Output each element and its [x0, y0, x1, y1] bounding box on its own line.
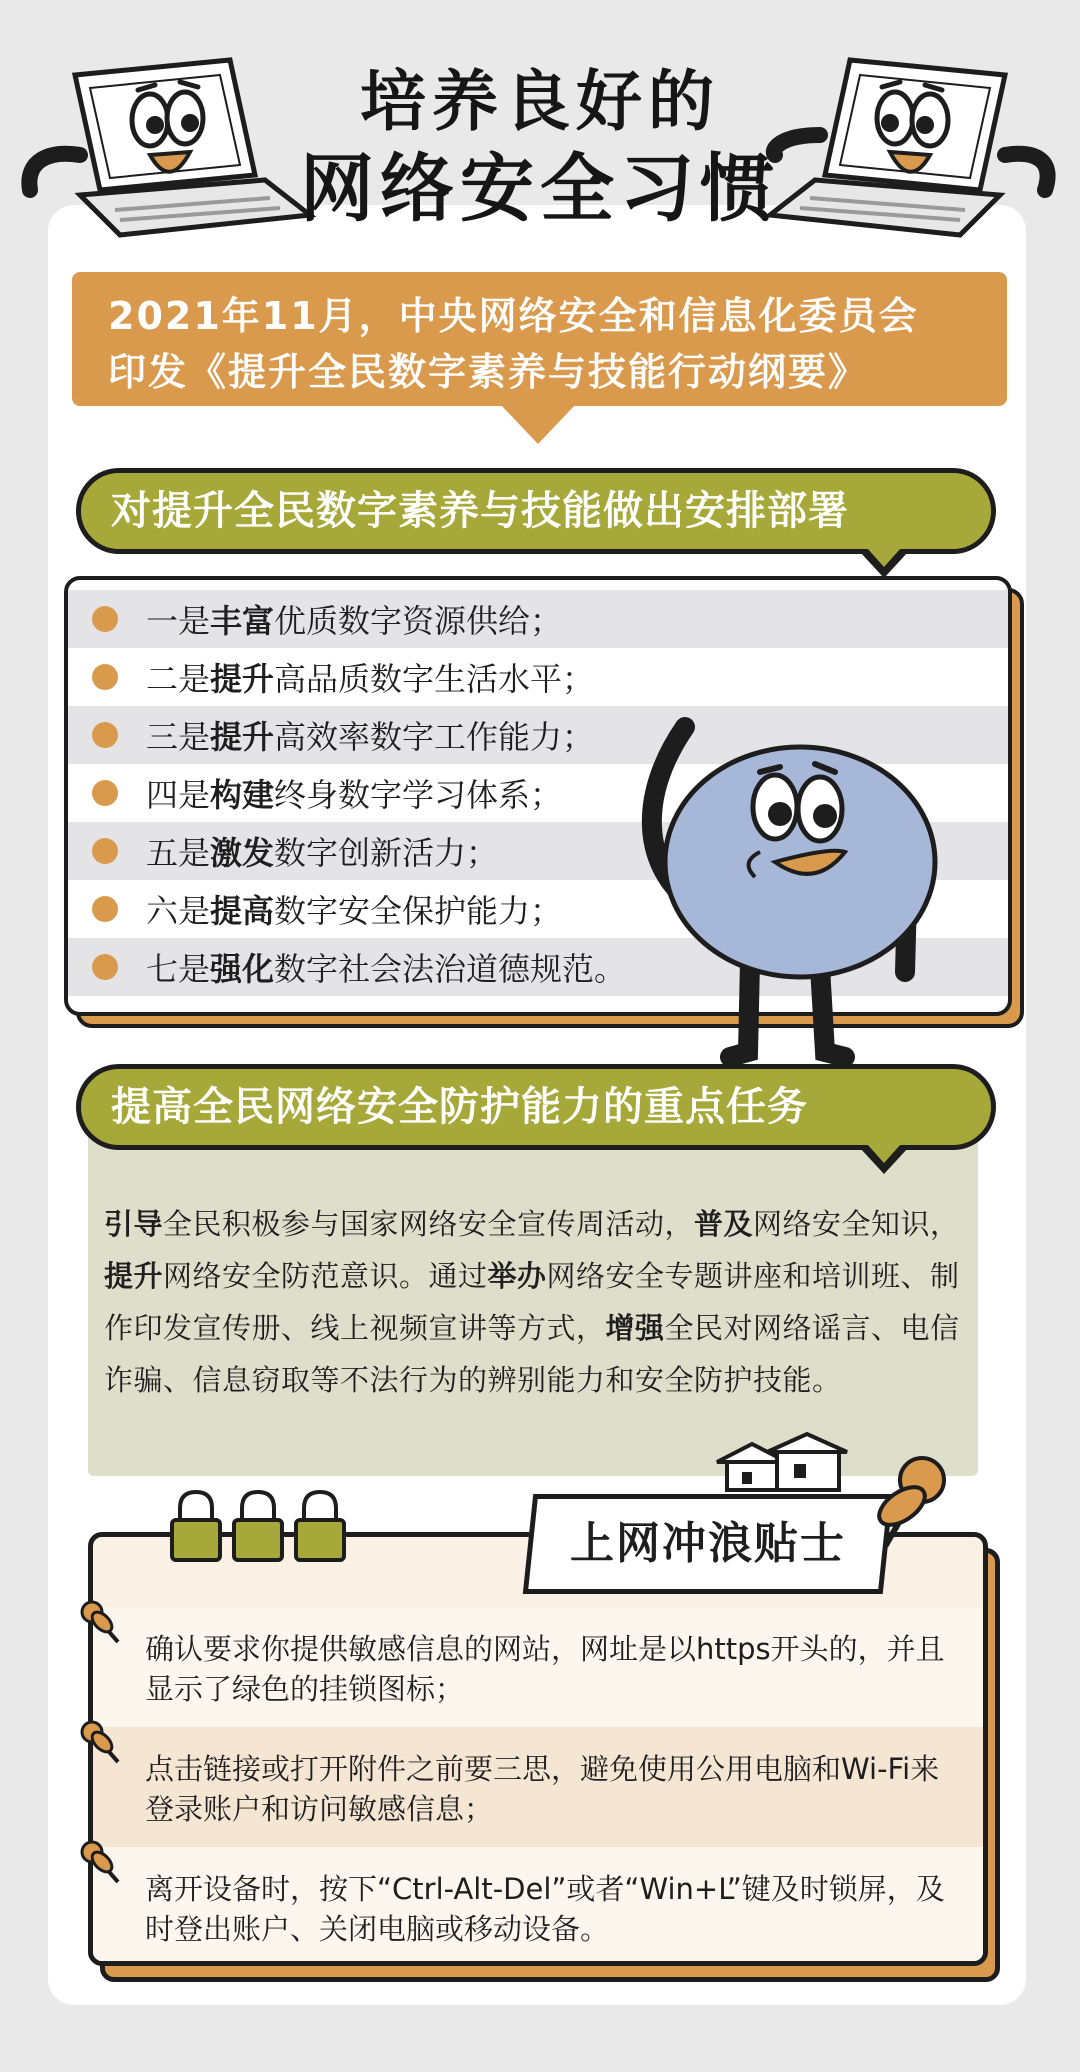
notice-line1: 2021年11月，中央网络安全和信息化委员会	[108, 294, 919, 338]
tip-pushpin-icon	[78, 1840, 128, 1890]
list-item: 五是 激发 数字创新活力；	[68, 822, 1008, 880]
bullet-dot	[92, 838, 118, 864]
bullet-dot	[92, 722, 118, 748]
list-item: 三是 提升 高效率数字工作能力；	[68, 706, 1008, 764]
blue-mascot-icon	[620, 712, 950, 1072]
list-item: 七是 强化 数字社会法治道德规范。	[68, 938, 1008, 996]
notice-line2: 印发《提升全民数字素养与技能行动纲要》	[108, 350, 869, 394]
padlocks-icon	[168, 1486, 348, 1566]
tips-title: 上网冲浪贴士	[570, 1518, 846, 1569]
list-item: 二是 提升 高品质数字生活水平；	[68, 648, 1008, 706]
pushpin-icon	[856, 1450, 956, 1560]
section2-heading: 提高全民网络安全防护能力的重点任务	[76, 1064, 996, 1150]
page-title-line1: 培养良好的	[360, 63, 720, 140]
tips-panel	[88, 1532, 988, 1966]
section1-heading: 对提升全民数字素养与技能做出安排部署	[76, 468, 996, 554]
notice-arrow	[500, 404, 576, 444]
list-item: 一是 丰富 优质数字资源供给；	[68, 590, 1008, 648]
tip-item: 点击链接或打开附件之前要三思，避免使用公用电脑和Wi-Fi来登录账户和访问敏感信息；	[93, 1727, 983, 1847]
tip-pushpin-icon	[78, 1720, 128, 1770]
tasks-paragraph: 引导全民积极参与国家网络安全宣传周活动，普及网络安全知识，提升网络安全防范意识。通过举办网络安全专题讲座和培训班、制作印发宣传册、线上视频宣讲等方式，增强全民对网络谣言、电信诈骗、信息窃取等不法行为的辨别能力和安全防护技能。	[104, 1207, 960, 1397]
bullet-dot	[92, 780, 118, 806]
bullet-dot	[92, 896, 118, 922]
tip-item: 确认要求你提供敏感信息的网站，网址是以https开头的，并且显示了绿色的挂锁图标；	[93, 1607, 983, 1727]
bullet-dot	[92, 664, 118, 690]
tip-item: 离开设备时，按下“Ctrl-Alt-Del”或者“Win+L”键及时锁屏，及时登出账户、关闭电脑或移动设备。	[93, 1847, 983, 1966]
tip-pushpin-icon	[78, 1600, 128, 1650]
bullet-dot	[92, 954, 118, 980]
list-item: 六是 提高 数字安全保护能力；	[68, 880, 1008, 938]
bullet-dot	[92, 606, 118, 632]
houses-icon	[712, 1432, 852, 1492]
page-title-line2: 网络安全习惯	[300, 146, 780, 232]
list-item: 四是 构建 终身数字学习体系；	[68, 764, 1008, 822]
notice-banner	[72, 272, 1007, 406]
